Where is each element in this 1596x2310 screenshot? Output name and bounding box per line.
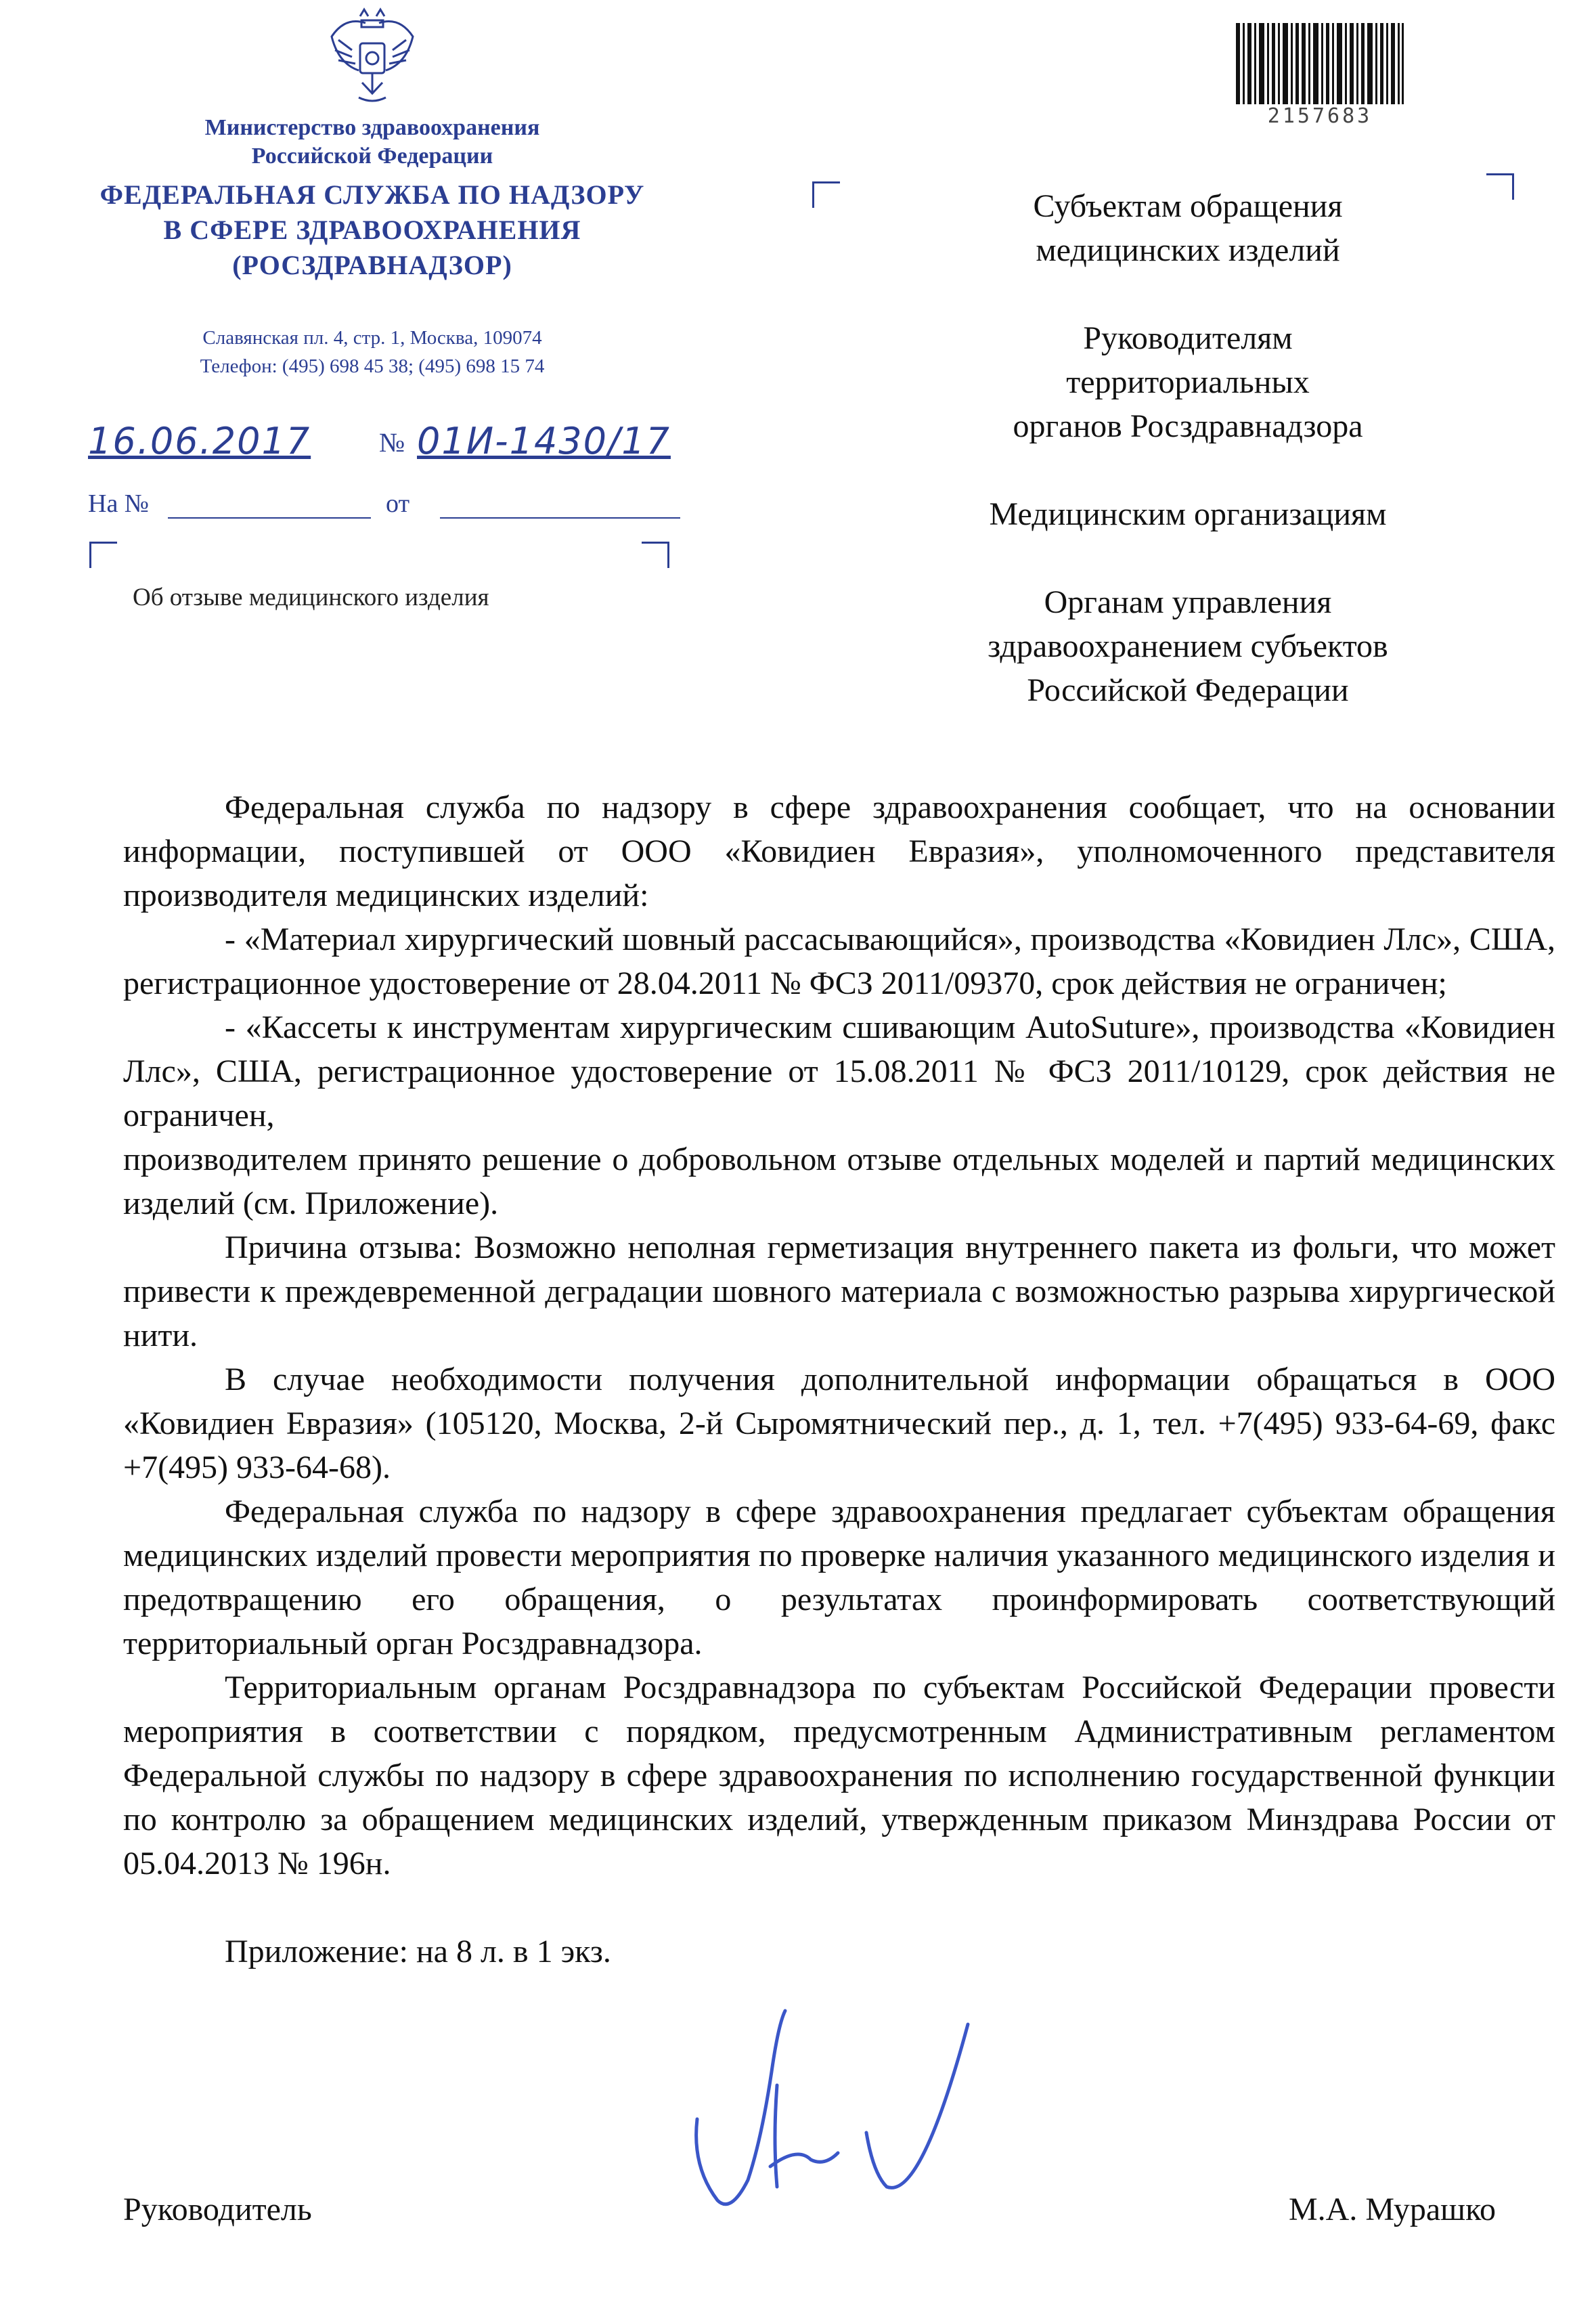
signatory-position: Руководитель xyxy=(123,2192,312,2227)
service-line-2: В СФЕРЕ ЗДРАВООХРАНЕНИЯ xyxy=(163,215,581,245)
ministry-name xyxy=(108,114,636,171)
recipients-corner-right xyxy=(1486,173,1514,200)
service-name xyxy=(74,177,670,283)
body-list-item: - «Материал хирургический шовный рассасывающийся», производства «Ковидиен Ллс», США, регистрационное удостоверение от 28.04.2011 № ФСЗ 2011/09370, срок действия не ограничен; xyxy=(123,921,1555,1001)
body-paragraph: Федеральная служба по надзору в сфере здравоохранения сообщает, что на основании информации, поступившей от ООО «Ковидиен Евразия», уполномоченного представителя производителя медицинских изделий: xyxy=(123,789,1555,913)
body-paragraph: В случае необходимости получения дополнительной информации обращаться в ООО «Ковидиен Евразия» (105120, Москва, 2-й Сыромятнический пер., д. 1, тел. +7(495) 933-64-69, факс +7(495) 933-64-68). xyxy=(123,1361,1555,1485)
body-paragraph: производителем принято решение о добровольном отзыве отдельных моделей и партий медицинских изделий (см. Приложение). xyxy=(123,1141,1555,1221)
outgoing-registration xyxy=(88,412,765,473)
recipient-line: Руководителям xyxy=(1083,320,1293,356)
double-headed-eagle-emblem-icon xyxy=(318,3,426,111)
recipients-corner-left xyxy=(812,181,840,208)
outgoing-number: 01И-1430/17 xyxy=(417,420,671,462)
reference-line xyxy=(88,482,684,523)
recipient-line: органов Росздравнадзора xyxy=(1013,408,1363,444)
body-paragraph: Причина отзыва: Возможно неполная герметизация внутреннего пакета из фольги, что может привести к преждевременной деградации шовного материала с возможностью разрыва хирургической нити. xyxy=(123,1229,1555,1353)
recipient-group xyxy=(900,580,1476,712)
signatory-name: М.А. Мурашко xyxy=(1289,2192,1496,2227)
outgoing-date: 16.06.2017 xyxy=(88,420,311,462)
service-address xyxy=(81,324,663,380)
body-paragraph: Территориальным органам Росздравнадзора по субъектам Российской Федерации провести мероприятия в соответствии с порядком, предусмотренным Административным регламентом Федеральной службы по надзору в сфере здравоохранения по исполнению государственной функции по контролю за обращением медицинских изделий, утвержденным приказом Минздрава России от 05.04.2013 № 196н. xyxy=(123,1670,1555,1881)
barcode-number: 2157683 xyxy=(1267,104,1373,128)
letter-subject: Об отзыве медицинского изделия xyxy=(133,584,489,611)
recipient-group xyxy=(900,184,1476,272)
ministry-line-1: Министерство здравоохранения xyxy=(204,115,540,140)
recipient-line: Российской Федерации xyxy=(1027,672,1349,708)
barcode-icon xyxy=(1236,23,1404,104)
recipient-line: Медицинским организациям xyxy=(989,496,1387,532)
ref-date-label: от xyxy=(386,489,410,518)
recipients-block xyxy=(900,184,1476,712)
address-line-2: Телефон: (495) 698 45 38; (495) 698 15 74 xyxy=(200,355,545,377)
service-line-3: (РОСЗДРАВНАДЗОР) xyxy=(232,250,512,280)
attachment-note: Приложение: на 8 л. в 1 экз. xyxy=(225,1934,611,1969)
service-line-1: ФЕДЕРАЛЬНАЯ СЛУЖБА ПО НАДЗОРУ xyxy=(99,179,645,210)
address-line-1: Славянская пл. 4, стр. 1, Москва, 109074 xyxy=(202,327,542,349)
recipient-line: Субъектам обращения xyxy=(1033,188,1343,224)
ref-number-label: На № xyxy=(88,489,150,518)
subject-corner-right xyxy=(642,542,669,568)
ref-date-blank xyxy=(440,517,680,519)
outgoing-number-label: № xyxy=(379,427,405,458)
letter-body xyxy=(123,785,1555,1974)
recipient-group xyxy=(900,492,1476,536)
recipient-line: Органам управления xyxy=(1044,584,1332,620)
recipient-line: здравоохранением субъектов xyxy=(988,628,1388,664)
ref-number-blank xyxy=(168,517,371,519)
ministry-line-2: Российской Федерации xyxy=(251,144,493,169)
body-paragraph: Федеральная служба по надзору в сфере здравоохранения предлагает субъектам обращения медицинских изделий провести мероприятия по проверке наличия указанного медицинского изделия и предотвращению его обращения, о результатах проинформировать соответствующий территориальный орган Росздравнадзора. xyxy=(123,1494,1555,1661)
recipient-line: медицинских изделий xyxy=(1036,232,1340,268)
body-list-item: - «Кассеты к инструментам хирургическим сшивающим AutoSuture», производства «Ковидиен Ллс», США, регистрационное удостоверение от 15.08.2011 № ФСЗ 2011/10129, срок действия не ограничен, xyxy=(123,1009,1555,1133)
recipient-group xyxy=(900,316,1476,448)
subject-corner-left xyxy=(89,542,117,568)
handwritten-signature xyxy=(690,2004,988,2221)
recipient-line: территориальных xyxy=(1066,364,1310,400)
